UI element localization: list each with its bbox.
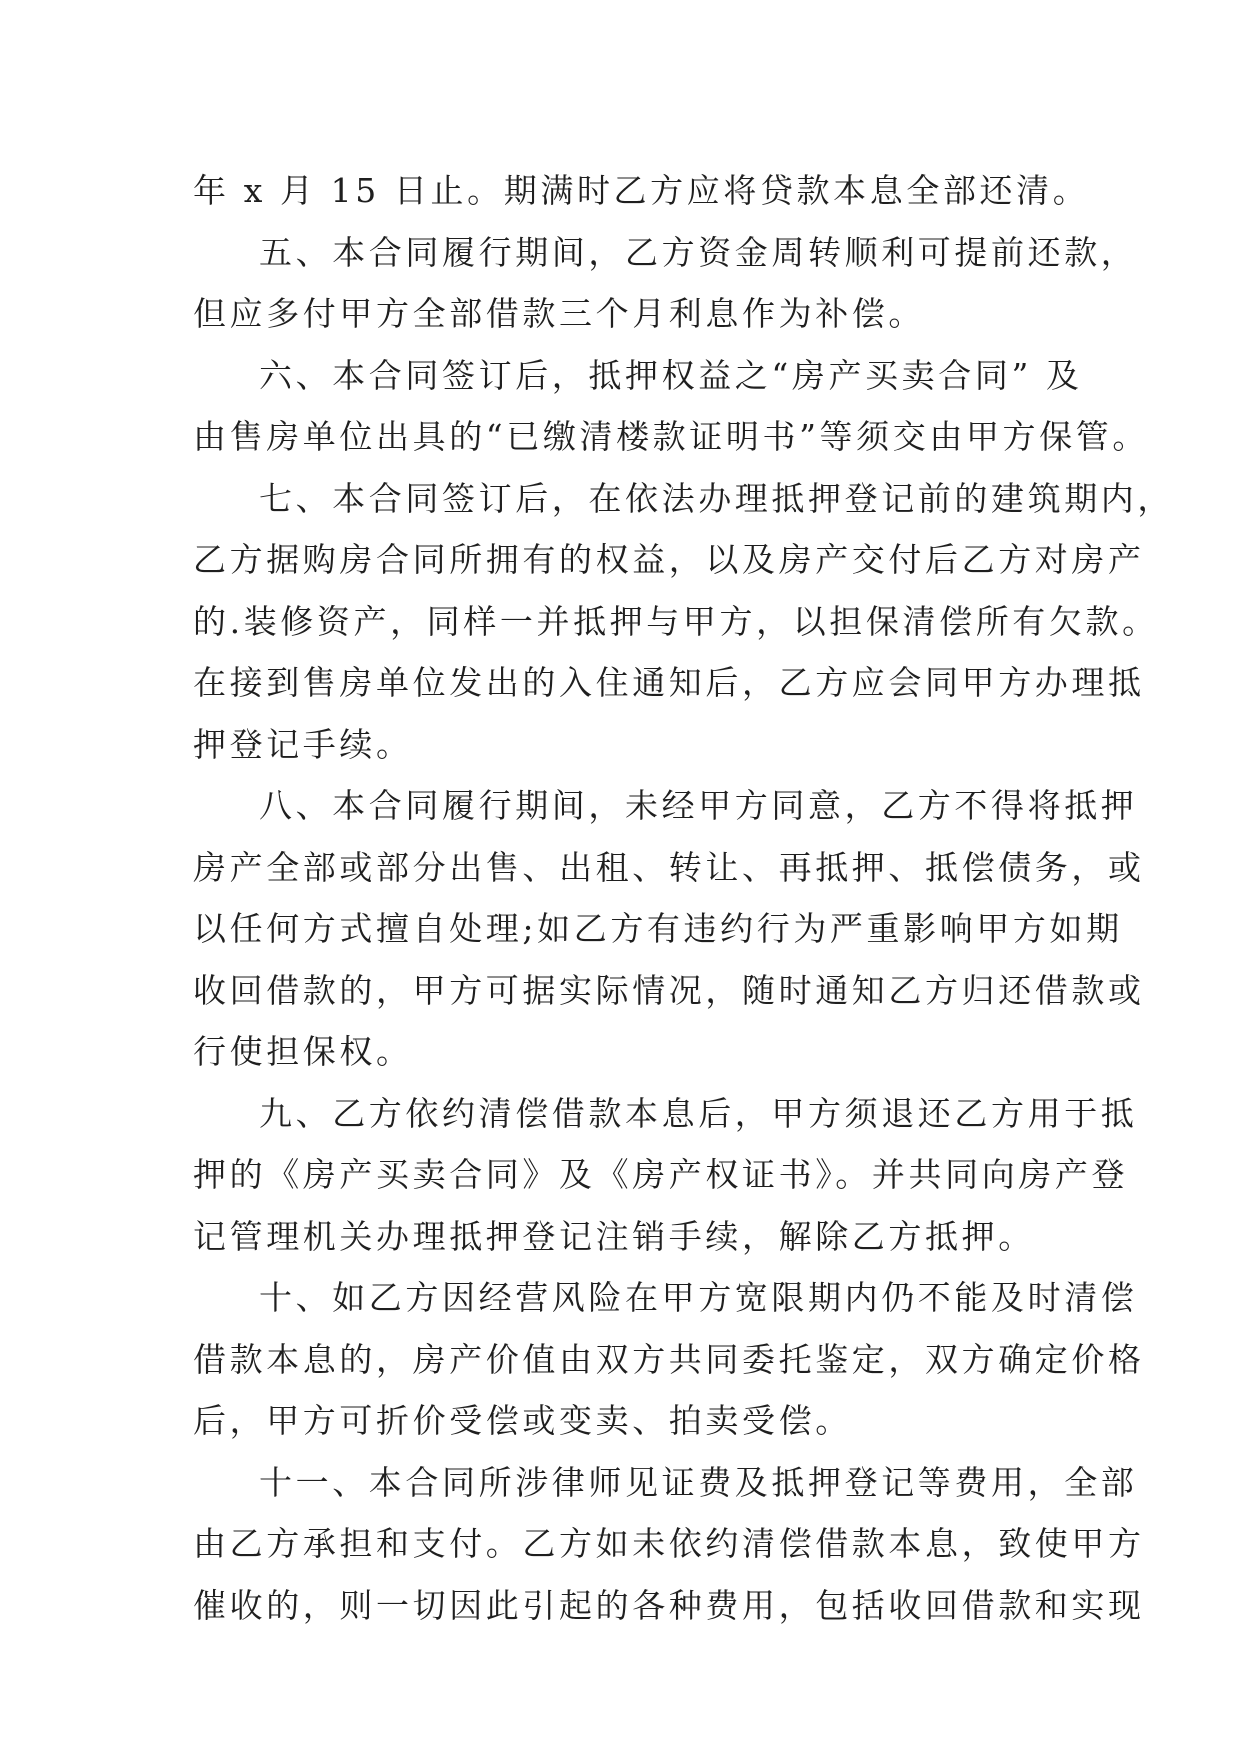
text-line: 由售房单位出具的“已缴清楼款证明书”等须交由甲方保管。 — [193, 417, 1149, 456]
text-line: 年 x 月 15 日止。期满时乙方应将贷款本息全部还清。 — [193, 171, 1090, 210]
text-line: 乙方据购房合同所拥有的权益，以及房产交付后乙方对房产 — [193, 540, 1145, 579]
text-line: 五、本合同履行期间，乙方资金周转顺利可提前还款， — [259, 232, 1138, 272]
text-line: 借款本息的，房产价值由双方共同委托鉴定，双方确定价格 — [193, 1339, 1145, 1379]
text-line: 六、本合同签订后，抵押权益之“房产买卖合同” 及 — [259, 355, 1083, 395]
text-line: 十、如乙方因经营风险在甲方宽限期内仍不能及时清偿 — [259, 1278, 1138, 1317]
text-line: 以任何方式擅自处理;如乙方有违约行为严重影响甲方如期 — [193, 909, 1123, 948]
text-line: 的.装修资产，同样一并抵押与甲方，以担保清偿所有欠款。 — [193, 601, 1159, 641]
text-line: 七、本合同签订后，在依法办理抵押登记前的建筑期内， — [259, 478, 1174, 518]
text-line: 但应多付甲方全部借款三个月利息作为补偿。 — [193, 294, 925, 333]
text-line: 后，甲方可折价受偿或变卖、拍卖受偿。 — [193, 1401, 852, 1440]
text-line: 催收的，则一切因此引起的各种费用，包括收回借款和实现 — [193, 1585, 1145, 1625]
text-line: 行使担保权。 — [193, 1032, 413, 1071]
contract-body-text — [193, 160, 1174, 1636]
text-line: 押登记手续。 — [193, 724, 413, 764]
text-line: 房产全部或部分出售、出租、转让、再抵押、抵偿债务，或 — [193, 847, 1145, 887]
text-line: 九、乙方依约清偿借款本息后，甲方须退还乙方用于抵 — [259, 1093, 1138, 1133]
text-line: 八、本合同履行期间，未经甲方同意，乙方不得将抵押 — [259, 786, 1138, 825]
text-line: 十一、本合同所涉律师见证费及抵押登记等费用，全部 — [259, 1462, 1138, 1502]
text-line: 由乙方承担和支付。乙方如未依约清偿借款本息，致使甲方 — [193, 1524, 1145, 1563]
text-line: 记管理机关办理抵押登记注销手续，解除乙方抵押。 — [193, 1216, 1035, 1256]
text-line: 收回借款的，甲方可据实际情况，随时通知乙方归还借款或 — [193, 970, 1145, 1010]
text-line: 押的《房产买卖合同》及《房产权证书》。并共同向房产登 — [193, 1155, 1129, 1194]
text-line: 在接到售房单位发出的入住通知后，乙方应会同甲方办理抵 — [193, 663, 1145, 702]
